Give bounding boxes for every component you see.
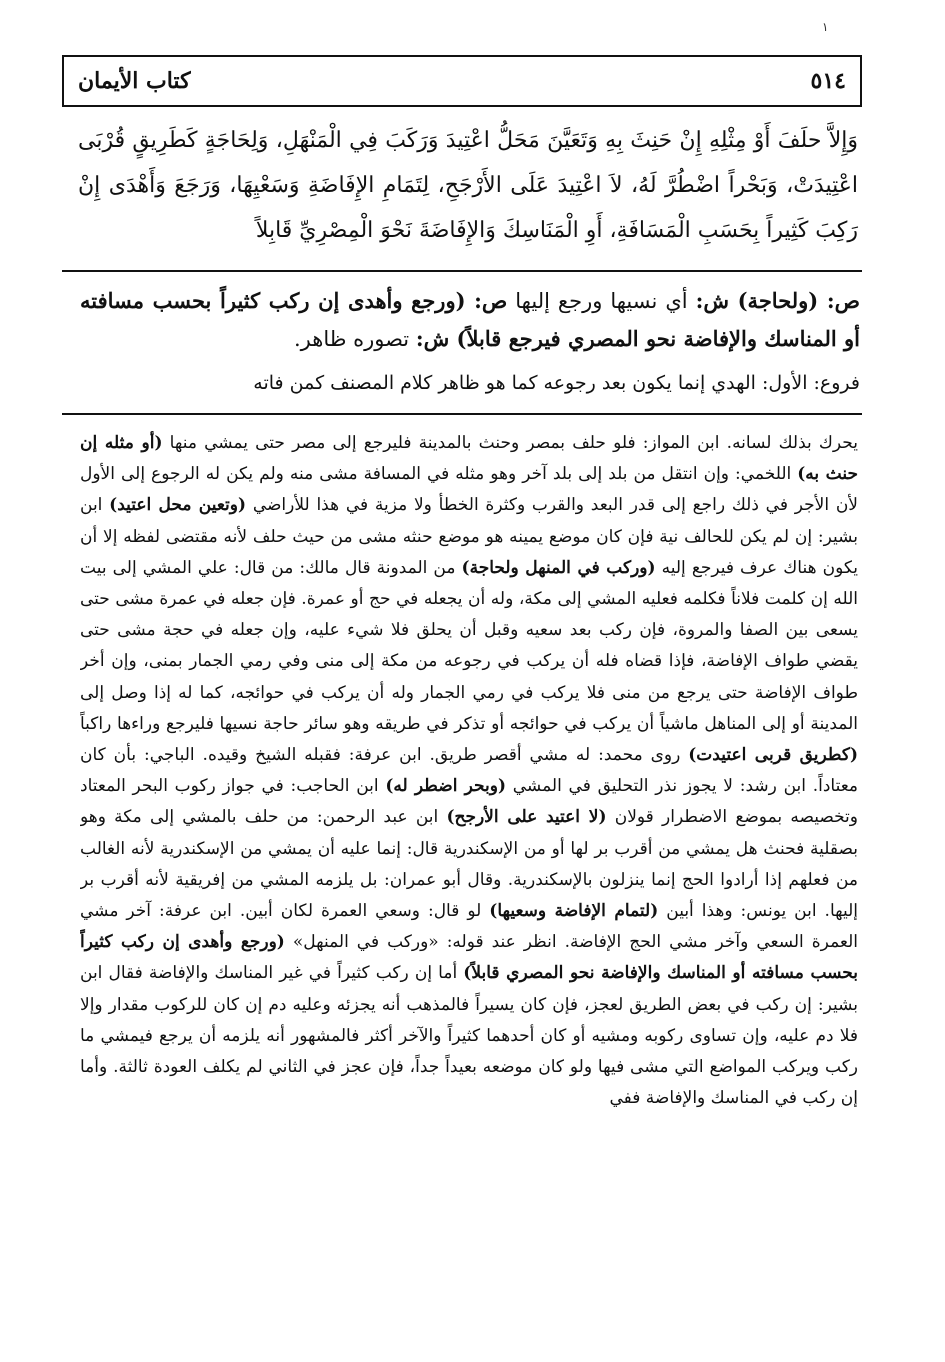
hashia-bold-quote: (وركب في المنهل ولحاجة) [461,557,656,578]
hashia-bold-quote: (وتعين محل اعتيد) [109,495,247,516]
sharh-text-1: أي نسيها ورجع إليها [507,289,696,313]
divider-line [62,270,862,272]
sharh-bold-1: ص: (ولحاجة) ش: [695,288,860,313]
hashia-text: من المدونة قال مالك: من قال: علي المشي إلى بيت الله إن كلمت فلاناً فكلمه فعليه المشي إلى مكة، وله أن يجعله في حج أو عمرة. فإن جعله في عمرة مشى حتى يسعى بين الصفا والمروة، فإن ركب بعد سعيه وقبل أن يحلق فلا شيء عليه، وإن جعله في حجة مشى حتى يقضي طواف الإفاضة، فإذا قضاه فله أن يركب في رجوعه من مكة إلى منى وفي رمي الجمار بمنى، وإن أخر طواف الإفاضة حتى يرجع من منى فلا يركب في رمي الجمار وله أن يركب في حوائجه، كما له إذا وصل إلى المدينة أو إلى المناهل ماشياً أن يركب في حوائجه أو تذكر في طريقه وهو سائر حاجة نسيها فليرجع وراءها راكباً [80,557,858,734]
hashia-bold-quote: (أو مثله إن حنث به) [80,433,858,485]
hashia-bold-quote: (كطريق قربى اعتيدت) [688,745,858,766]
sharh-paragraph [80,282,860,358]
sharh-bold-2: ص: (ورجع وأهدى إن ركب كثيراً بحسب مسافته أو المناسك والإفاضة نحو المصري فيرجع قابلاً) ش: [80,288,860,351]
matn-text: وَإِلاَّ حلَفَ أَوْ مِثْلِهِ إِنْ حَنِثَ بِهِ وَتَعَيَّنَ مَحَلُّ اعْتِيدَ وَرَكَبَ فِي الْمَنْهَلِ، وَلِحَاجَةٍ كَطَرِيقٍ قُرْبَى اعْتِيدَتْ، وَبَحْراً اضْطُرَّ لَهُ، لاَ اعْتِيدَ عَلَى الأَرْجَحِ، لِتَمَامِ الإِفَاضَةِ وَسَعْيِهَا، وَرَجَعَ وَأَهْدَى إِنْ رَكِبَ كَثِيراً بِحَسَبِ الْمَسَافَةِ، أَوِ الْمَنَاسِكَ وَالإِفَاضَةَ نَحْوَ الْمِصْرِيِّ قَابِلاً [78,128,858,243]
hashia-text: يحرك بذلك لسانه. ابن المواز: فلو حلف بمصر وحنث بالمدينة فليرجع إلى مصر حتى يمشي منها [162,433,858,453]
hashia-text: ابن عبد الرحمن: من حلف بالمشي إلى مكة وهو بصقلية فحنث هل يمشي من أقرب بر لها أو من الإسكندرية قال: إنما عليه أن يمشي من الإسكندرية لأنه الغالب من فعلهم إذا أرادوا الحج إنما ينزلون بالإسكندرية. وقال أبو عمران: بل يلزمه المشي من إفريقية لأنه أقرب بر إليها. ابن يونس: وهذا أبين [80,807,858,922]
hashia-footnote [80,428,858,1353]
sharh-text-2: تصوره ظاهر. [293,327,416,351]
book-title: كتاب الأيمان [78,68,191,94]
divider-line [62,413,862,415]
hashia-bold-quote: (وبحر اضطر له) [385,776,507,797]
hashia-text: ابن الحاجب: في جواز ركوب البحر المعتاد وتخصيصه بموضع الاضطرار قولان [80,776,858,828]
furu-paragraph: فروع: الأول: الهدي إنما يكون بعد رجوعه كما هو ظاهر كلام المصنف كمن فاته [253,372,860,394]
hashia-text: ابن بشير: إن لم يكن للحالف نية فإن كان موضع يمينه هو موضع حنثه مشى من حيث حلف لأنه مقتضى لفظه إلا أن يكون هناك عرف فيرجع إليه [80,495,858,578]
hashia-bold-quote: (لا اعتيد على الأرجح) [446,807,607,828]
running-header [62,55,862,107]
hashia-text: اللخمي: وإن انتقل من بلد إلى بلد آخر وهو مثله في المسافة مشى منه ولم يكن له الرجوع إلى الأول لأن الأجر في ذلك راجع إلى قدر البعد والقرب وكثرة الخطأ ولا مزية في هذا للأراضي [80,464,858,516]
hashia-bold-quote: (لتمام الإفاضة وسعيها) [489,901,659,922]
page-corner-mark: ١ [822,20,829,34]
hashia-text: أما إن ركب كثيراً في غير المناسك والإفاضة فقال ابن بشير: إن ركب في بعض الطريق لعجز، فإن كان يسيراً فالمذهب أنه يجزئه وعليه دم إن كان للركوب مقدار وإلا فلا دم عليه، وإن تساوى ركوبه ومشيه أو كان أحدهما كثيراً والآخر أكثر فالمشهور أنه يلزمه أن يرجع فيمشي ما ركب ويركب المواضع التي مشى فيها ولو كان موضعه بعيداً جداً، فإن عجز في الثاني لم يكلف العودة ثالثة. وأما إن ركب في المناسك والإفاضة ففي [80,963,858,1109]
hashia-text: لو قال: وسعي العمرة لكان أبين. ابن عرفة: آخر مشي العمرة السعي وآخر مشي الحج الإفاضة. انظر عند قوله: «وركب في المنهل» [80,901,858,953]
page-number: ٥١٤ [810,68,846,94]
hashia-bold-quote: (ورجع وأهدى إن ركب كثيراً بحسب مسافته أو المناسك والإفاضة نحو المصري قابلاً) [80,932,858,984]
hashia-text: روى محمد: له مشي أقصر طريق. ابن عرفة: فقبله الشيخ وقيده. الباجي: بأن كان معتاداً. ابن رشد: لا يجوز نذر التحليق في المشي [80,745,858,797]
